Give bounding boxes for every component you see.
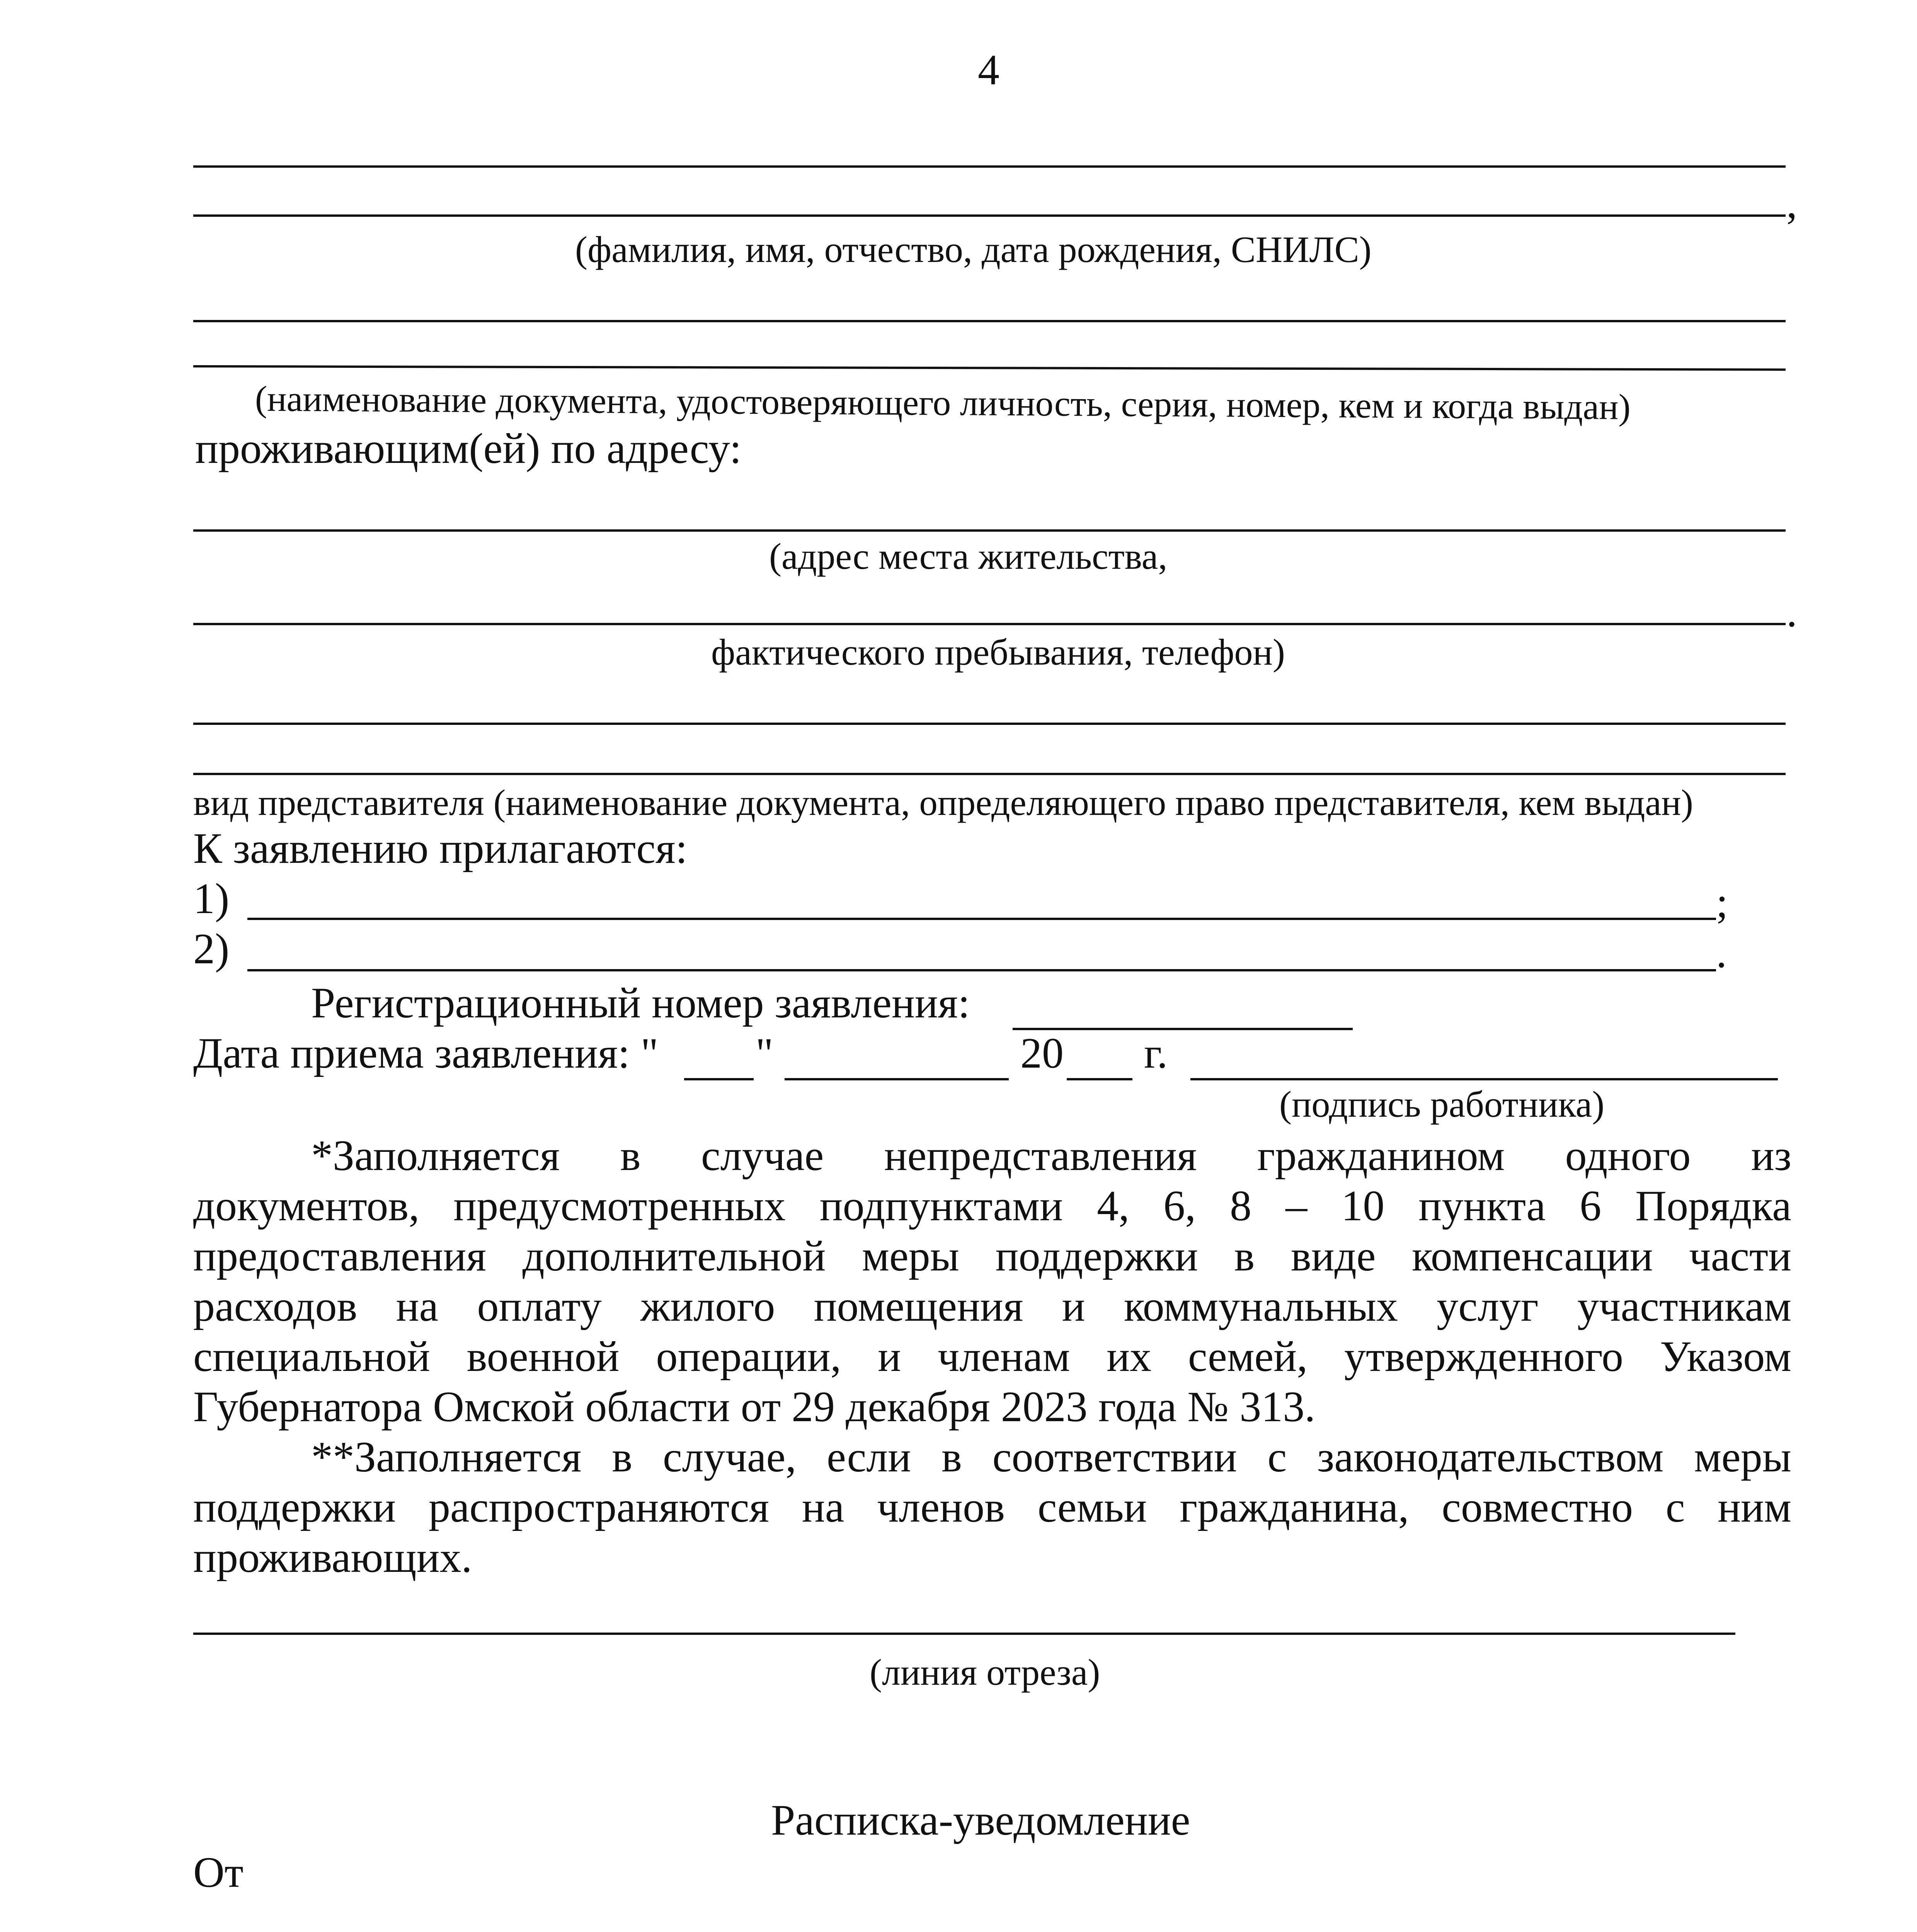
blank-line	[193, 214, 1786, 217]
caption-representative: вид представителя (наименование документа, определяющего право представителя, кем выдан)	[193, 782, 1693, 823]
blank-line	[193, 723, 1786, 725]
caption-address: (адрес места жительства,	[769, 536, 1168, 577]
date-label: Дата приема заявления: "	[193, 1029, 659, 1077]
receipt-title: Расписка-уведомление	[771, 1796, 1190, 1844]
date-month-blank[interactable]	[785, 1078, 1009, 1080]
footnote-line: предоставления дополнительной меры поддержки в виде компенсации части	[193, 1232, 1791, 1280]
residing-label: проживающим(ей) по адресу:	[195, 425, 742, 473]
footnote-line: Губернатора Омской области от 29 декабря 2023 года № 313.	[193, 1383, 1316, 1431]
caption-actual-stay: фактического пребывания, телефон)	[711, 631, 1285, 673]
semicolon: ;	[1716, 879, 1728, 927]
period: .	[1716, 929, 1727, 977]
page-number: 4	[978, 46, 999, 94]
from-label: От	[193, 1849, 243, 1896]
registration-label: Регистрационный номер заявления:	[311, 979, 970, 1027]
footnote-line: документов, предусмотренных подпунктами 4, 6, 8 – 10 пункта 6 Порядка	[193, 1182, 1791, 1230]
caption-id-document: (наименование документа, удостоверяющего личность, серия, номер, кем и когда выдан)	[255, 379, 1631, 427]
registration-number-blank[interactable]	[1013, 1028, 1353, 1030]
cut-line-caption: (линия отреза)	[870, 1651, 1100, 1693]
item-1-label: 1)	[193, 875, 230, 923]
caption-fio-dob-snils: (фамилия, имя, отчество, дата рождения, СНИЛС)	[575, 229, 1372, 270]
blank-line	[193, 623, 1786, 625]
date-year-blank[interactable]	[1067, 1078, 1132, 1080]
blank-line	[193, 165, 1786, 168]
blank-line	[247, 969, 1716, 971]
blank-line	[193, 529, 1786, 532]
footnote-line: **Заполняется в случае, если в соответствии с законодательством меры	[311, 1433, 1791, 1481]
item-2-label: 2)	[193, 925, 230, 973]
footnote-line: *Заполняется в случае непредставления гражданином одного из	[311, 1132, 1791, 1180]
footnote-line: специальной военной операции, и членам их семей, утвержденного Указом	[193, 1333, 1791, 1381]
footnote-line: проживающих.	[193, 1534, 472, 1582]
comma: ,	[1786, 179, 1797, 227]
blank-line	[193, 320, 1786, 322]
footnote-line: поддержки распространяются на членов семьи гражданина, совместно с ним	[193, 1483, 1791, 1531]
year-suffix: г.	[1144, 1029, 1168, 1077]
blank-line	[193, 773, 1786, 775]
date-day-blank[interactable]	[684, 1078, 754, 1080]
attachments-label: К заявлению прилагаются:	[193, 825, 688, 872]
cut-line	[193, 1633, 1735, 1635]
signature-blank[interactable]	[1190, 1078, 1778, 1080]
blank-line	[247, 918, 1716, 920]
quote-close: "	[756, 1029, 773, 1077]
footnote-line: расходов на оплату жилого помещения и коммунальных услуг участникам	[193, 1282, 1791, 1330]
blank-line	[193, 365, 1786, 371]
period: .	[1786, 588, 1797, 636]
signature-caption: (подпись работника)	[1279, 1083, 1605, 1125]
year-prefix: 20	[1020, 1029, 1064, 1077]
